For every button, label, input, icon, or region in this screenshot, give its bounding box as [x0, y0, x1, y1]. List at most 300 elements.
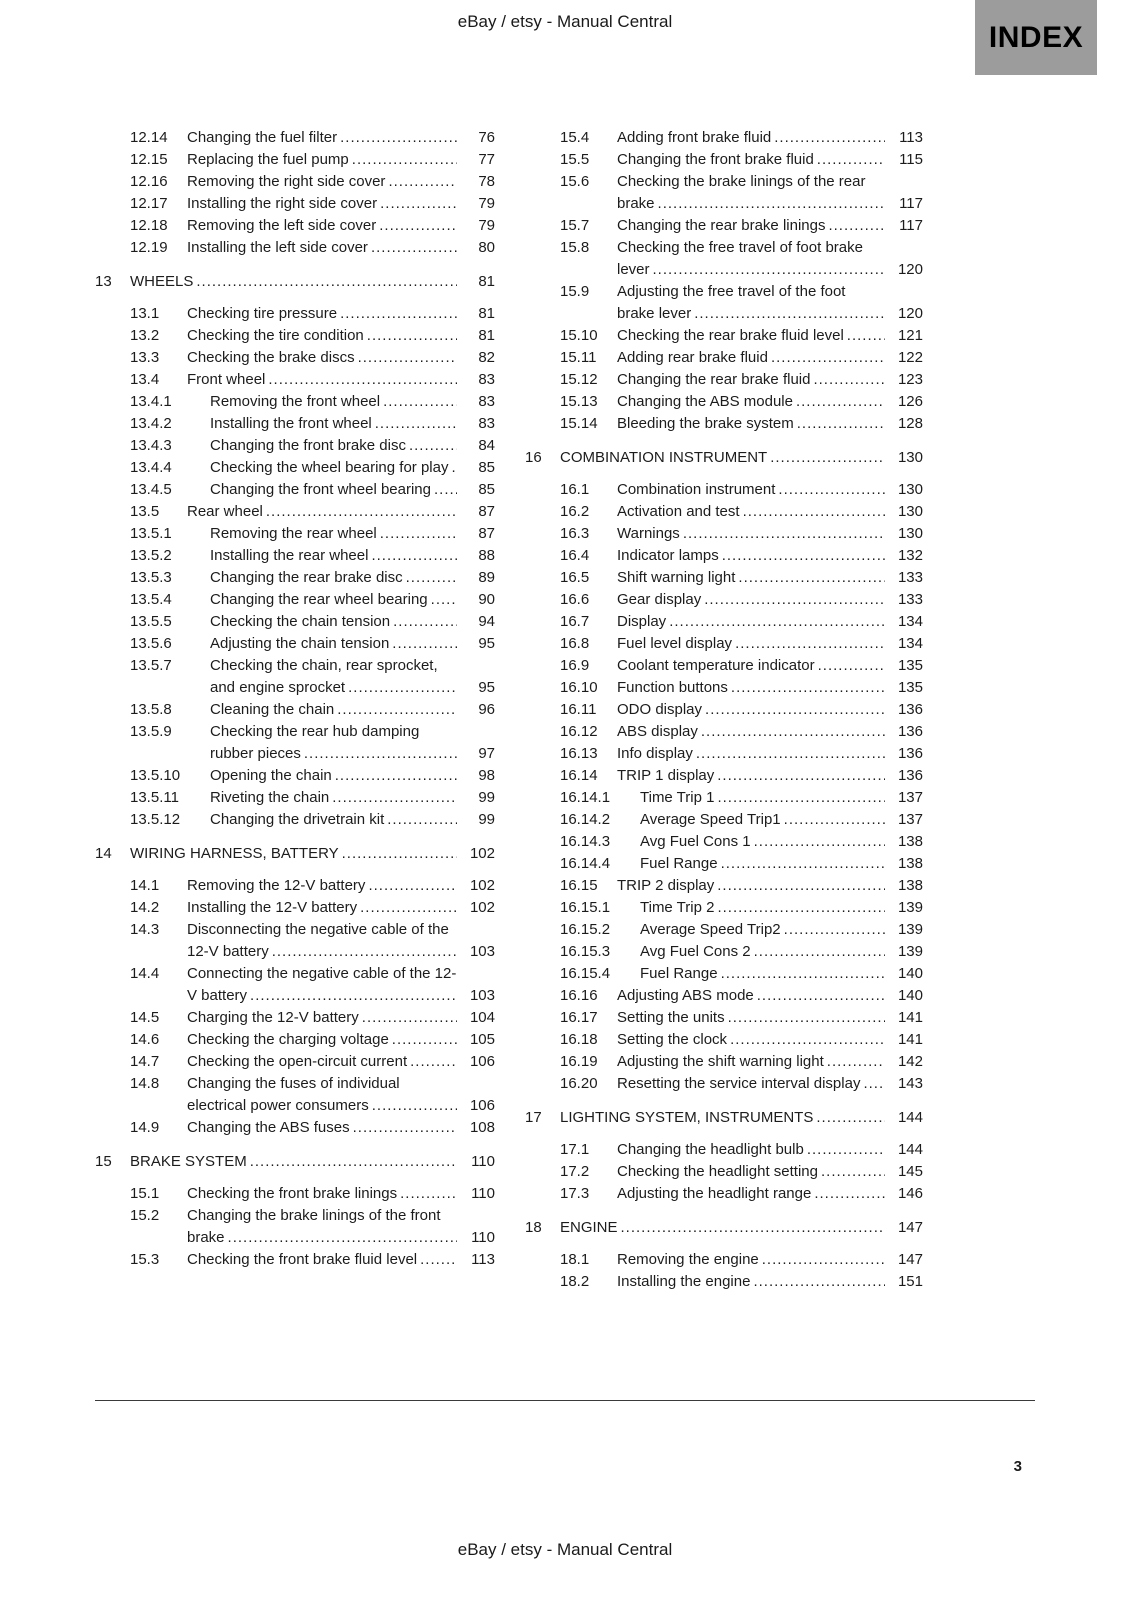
toc-entry-page: 82	[478, 349, 495, 366]
toc-entry-page: 126	[897, 393, 923, 410]
toc-entry-title: Adjusting ABS mode .....	[617, 985, 885, 1007]
toc-entry-number: 12.14	[130, 129, 168, 146]
toc-entry-title: Changing the front brake fluid .....	[617, 149, 885, 171]
toc-entry-number: 15.2	[130, 1207, 160, 1224]
toc-entry	[525, 1007, 923, 1029]
toc-entry	[95, 699, 495, 721]
toc-entry-number: 13.4	[130, 371, 160, 388]
toc-entry	[95, 875, 495, 897]
toc-entry	[95, 611, 495, 633]
toc-entry-title: Checking the rear brake fluid level .....	[617, 325, 885, 347]
toc-entry-number: 16.11	[560, 701, 597, 718]
toc-entry-title: Disconnecting the negative cable of the 12-V battery .....	[187, 919, 457, 963]
toc-entry	[95, 633, 495, 655]
toc-entry-title: Installing the right side cover .....	[187, 193, 457, 215]
toc-entry-page: 138	[897, 877, 923, 894]
toc-entry-number: 13.5.12	[130, 811, 181, 828]
toc-entry-page: 144	[897, 1141, 923, 1158]
toc-entry-number: 13.5.3	[130, 569, 172, 586]
toc-entry-title: Display .....	[617, 611, 885, 633]
toc-entry-title: Checking the brake discs .....	[187, 347, 457, 369]
toc-entry-page: 79	[478, 217, 495, 234]
toc-entry-page: 98	[478, 767, 495, 784]
toc-entry-page: 141	[897, 1031, 923, 1048]
toc-entry-title: Warnings .....	[617, 523, 885, 545]
toc-entry	[95, 809, 495, 831]
toc-entry-title: Front wheel .....	[187, 369, 457, 391]
toc-entry	[95, 919, 495, 963]
toc-entry-number: 13.5.6	[130, 635, 172, 652]
toc-entry-number: 16.14.4	[560, 855, 611, 872]
toc-entry-page: 87	[478, 525, 495, 542]
toc-entry-title: Avg Fuel Cons 1 .....	[640, 831, 885, 853]
toc-entry	[525, 215, 923, 237]
toc-entry-number: 13.5.5	[130, 613, 172, 630]
toc-entry	[95, 787, 495, 809]
toc-entry-title: Connecting the negative cable of the 12-V battery .....	[187, 963, 457, 1007]
toc-entry-number: 16.14	[560, 767, 598, 784]
toc-entry-number: 14.9	[130, 1119, 160, 1136]
toc-entry-title: Gear display .....	[617, 589, 885, 611]
toc-entry-page: 108	[469, 1119, 495, 1136]
toc-entry-number: 15.14	[560, 415, 598, 432]
toc-entry-number: 16.3	[560, 525, 590, 542]
toc-entry-page: 133	[897, 591, 923, 608]
toc-entry-title: Installing the rear wheel .....	[210, 545, 457, 567]
toc-entry-page: 142	[897, 1053, 923, 1070]
index-tab: INDEX	[975, 0, 1097, 75]
toc-entry-number: 16.4	[560, 547, 590, 564]
toc-entry-title: Resetting the service interval display .....	[617, 1073, 885, 1095]
toc-entry-page: 151	[897, 1273, 923, 1290]
toc-entry	[525, 237, 923, 281]
toc-entry-number: 15.1	[130, 1185, 160, 1202]
toc-entry-page: 76	[478, 129, 495, 146]
toc-entry-number: 14.3	[130, 921, 160, 938]
toc-entry-title: Checking the free travel of foot brake lever .....	[617, 237, 885, 281]
toc-entry-title: Removing the right side cover .....	[187, 171, 457, 193]
toc-entry-number: 15.5	[560, 151, 590, 168]
toc-entry	[95, 171, 495, 193]
toc-entry-number: 16.19	[560, 1053, 598, 1070]
toc-entry	[525, 369, 923, 391]
toc-entry	[95, 303, 495, 325]
toc-entry-title: Indicator lamps .....	[617, 545, 885, 567]
toc-entry-number: 16.7	[560, 613, 590, 630]
toc-entry	[525, 633, 923, 655]
toc-entry-page: 139	[897, 899, 923, 916]
toc-entry-number: 16.2	[560, 503, 590, 520]
toc-entry	[525, 413, 923, 435]
toc-entry-page: 99	[478, 811, 495, 828]
toc-entry	[525, 347, 923, 369]
toc-entry-page: 137	[897, 811, 923, 828]
toc-entry-page: 136	[897, 767, 923, 784]
toc-entry	[525, 1073, 923, 1095]
toc-entry-number: 18.1	[560, 1251, 590, 1268]
toc-entry-number: 13.4.3	[130, 437, 172, 454]
toc-entry-title: Changing the ABS fuses .....	[187, 1117, 457, 1139]
toc-entry-number: 16.15.4	[560, 965, 611, 982]
toc-entry-number: 16.14.2	[560, 811, 611, 828]
toc-entry-number: 14.5	[130, 1009, 160, 1026]
toc-entry-title: Adjusting the shift warning light .....	[617, 1051, 885, 1073]
toc-entry-number: 14.2	[130, 899, 160, 916]
toc-entry	[525, 1029, 923, 1051]
toc-entry-page: 136	[897, 723, 923, 740]
toc-entry-number: 14.1	[130, 877, 160, 894]
toc-entry-page: 113	[899, 129, 923, 146]
toc-entry-page: 95	[478, 635, 495, 652]
toc-entry	[525, 501, 923, 523]
toc-entry-page: 83	[478, 415, 495, 432]
toc-entry-title: Fuel Range .....	[640, 963, 885, 985]
toc-entry-number: 16.15	[560, 877, 598, 894]
toc-entry-number: 16.1	[560, 481, 590, 498]
toc-entry	[95, 1051, 495, 1073]
toc-entry	[95, 215, 495, 237]
toc-entry-title: Bleeding the brake system .....	[617, 413, 885, 435]
toc-entry-page: 104	[469, 1009, 495, 1026]
toc-entry-number: 17.3	[560, 1185, 590, 1202]
toc-entry	[525, 611, 923, 633]
toc-entry-title: Avg Fuel Cons 2 .....	[640, 941, 885, 963]
toc-entry-page: 96	[478, 701, 495, 718]
toc-entry	[95, 1029, 495, 1051]
toc-entry	[525, 1107, 923, 1129]
toc-entry-number: 16.9	[560, 657, 590, 674]
toc-entry-title: Changing the rear brake disc .....	[210, 567, 457, 589]
toc-entry	[525, 589, 923, 611]
toc-entry-title: Changing the brake linings of the front brake .....	[187, 1205, 457, 1249]
toc-entry	[95, 1249, 495, 1271]
toc-entry-number: 13.5.11	[130, 789, 179, 806]
toc-entry-title: WIRING HARNESS, BATTERY .....	[130, 843, 457, 865]
toc-entry-page: 106	[469, 1097, 495, 1114]
toc-entry-page: 136	[897, 701, 923, 718]
toc-entry-page: 144	[897, 1109, 923, 1126]
toc-entry-number: 14.8	[130, 1075, 160, 1092]
toc-entry	[525, 853, 923, 875]
toc-entry	[525, 655, 923, 677]
toc-entry	[95, 435, 495, 457]
toc-entry-page: 130	[897, 481, 923, 498]
toc-entry-number: 16.17	[560, 1009, 598, 1026]
toc-entry	[525, 1249, 923, 1271]
toc-entry-title: Changing the front brake disc .....	[210, 435, 457, 457]
toc-entry	[525, 721, 923, 743]
toc-entry	[525, 325, 923, 347]
toc-entry-number: 14	[95, 845, 112, 862]
page-number: 3	[1013, 1458, 1022, 1475]
toc-entry-number: 15.7	[560, 217, 590, 234]
toc-entry-number: 12.16	[130, 173, 168, 190]
toc-entry-number: 16.15.3	[560, 943, 611, 960]
toc-entry-number: 15.6	[560, 173, 590, 190]
toc-entry-page: 134	[897, 635, 923, 652]
toc-entry-page: 83	[478, 393, 495, 410]
toc-entry-page: 81	[478, 305, 495, 322]
toc-entry-number: 13.5.10	[130, 767, 181, 784]
toc-entry	[525, 1161, 923, 1183]
toc-entry-page: 77	[478, 151, 495, 168]
toc-entry-title: COMBINATION INSTRUMENT .....	[560, 447, 885, 469]
toc-entry-title: Replacing the fuel pump .....	[187, 149, 457, 171]
toc-entry-page: 87	[478, 503, 495, 520]
toc-entry-number: 13.5.4	[130, 591, 172, 608]
toc-entry-title: Checking the front brake linings .....	[187, 1183, 457, 1205]
toc-entry-page: 140	[897, 987, 923, 1004]
toc-entry	[525, 1139, 923, 1161]
toc-entry-page: 102	[469, 899, 495, 916]
toc-entry	[95, 1151, 495, 1173]
toc-entry-page: 110	[471, 1153, 495, 1170]
toc-entry-title: Changing the rear brake linings .....	[617, 215, 885, 237]
toc-entry	[525, 897, 923, 919]
toc-entry-number: 16.8	[560, 635, 590, 652]
toc-entry	[95, 347, 495, 369]
toc-entry-title: Checking the headlight setting .....	[617, 1161, 885, 1183]
toc-entry-number: 15.3	[130, 1251, 160, 1268]
toc-entry-title: Adding rear brake fluid .....	[617, 347, 885, 369]
toc-entry-page: 130	[897, 503, 923, 520]
toc-entry-title: Checking the wheel bearing for play .....	[210, 457, 457, 479]
toc-entry	[95, 1117, 495, 1139]
toc-entry	[525, 567, 923, 589]
toc-entry	[95, 655, 495, 699]
toc-entry-title: Installing the front wheel .....	[210, 413, 457, 435]
toc-entry	[95, 567, 495, 589]
toc-entry-title: Installing the engine .....	[617, 1271, 885, 1293]
toc-entry-number: 15.4	[560, 129, 590, 146]
toc-entry-title: ABS display .....	[617, 721, 885, 743]
toc-entry-title: Changing the headlight bulb .....	[617, 1139, 885, 1161]
toc-entry-number: 16.18	[560, 1031, 598, 1048]
toc-entry-title: Changing the fuses of individual electrical power consumers .....	[187, 1073, 457, 1117]
toc-entry-number: 16.6	[560, 591, 590, 608]
toc-entry-title: Installing the left side cover .....	[187, 237, 457, 259]
toc-entry-number: 16.13	[560, 745, 598, 762]
toc-entry-page: 139	[897, 921, 923, 938]
toc-entry	[95, 765, 495, 787]
toc-entry-page: 135	[897, 679, 923, 696]
toc-entry-title: Changing the rear wheel bearing .....	[210, 589, 457, 611]
toc-entry-number: 15.13	[560, 393, 598, 410]
toc-entry-title: Removing the engine .....	[617, 1249, 885, 1271]
toc-entry-number: 15.10	[560, 327, 598, 344]
toc-entry-number: 16.14.3	[560, 833, 611, 850]
toc-entry-page: 85	[478, 481, 495, 498]
toc-entry-number: 15.8	[560, 239, 590, 256]
toc-entry-title: Adjusting the free travel of the foot brake lever .....	[617, 281, 885, 325]
footer-divider	[95, 1400, 1035, 1401]
toc-entry	[95, 843, 495, 865]
toc-entry-number: 16	[525, 449, 542, 466]
toc-entry	[95, 963, 495, 1007]
toc-entry-page: 115	[899, 151, 923, 168]
toc-entry-page: 146	[897, 1185, 923, 1202]
toc-entry-title: WHEELS .....	[130, 271, 457, 293]
toc-entry-number: 15.12	[560, 371, 598, 388]
header-title: eBay / etsy - Manual Central	[457, 12, 673, 31]
toc-entry-title: Checking the rear hub damping rubber pieces .....	[210, 721, 457, 765]
toc-entry-title: Shift warning light .....	[617, 567, 885, 589]
toc-entry-number: 18.2	[560, 1273, 590, 1290]
toc-entry	[525, 1183, 923, 1205]
toc-entry	[95, 1183, 495, 1205]
toc-entry-page: 122	[897, 349, 923, 366]
toc-entry-number: 16.15.2	[560, 921, 611, 938]
toc-entry-number: 15	[95, 1153, 112, 1170]
toc-entry-title: Checking the brake linings of the rear brake .....	[617, 171, 885, 215]
toc-entry-title: Fuel level display .....	[617, 633, 885, 655]
toc-entry-title: Removing the 12-V battery .....	[187, 875, 457, 897]
toc-entry-number: 16.10	[560, 679, 598, 696]
toc-entry-page: 79	[478, 195, 495, 212]
toc-entry-page: 94	[478, 613, 495, 630]
toc-entry-page: 90	[478, 591, 495, 608]
toc-entry	[95, 721, 495, 765]
toc-entry	[95, 413, 495, 435]
toc-entry-page: 135	[897, 657, 923, 674]
toc-entry-page: 83	[478, 371, 495, 388]
toc-entry	[95, 1007, 495, 1029]
toc-entry	[525, 479, 923, 501]
toc-entry	[525, 919, 923, 941]
toc-entry-title: TRIP 1 display .....	[617, 765, 885, 787]
toc-entry-number: 13.2	[130, 327, 160, 344]
toc-entry-page: 102	[469, 845, 495, 862]
toc-entry-title: Info display .....	[617, 743, 885, 765]
toc-entry-title: ODO display .....	[617, 699, 885, 721]
toc-entry-page: 81	[478, 273, 495, 290]
toc-entry	[95, 501, 495, 523]
toc-entry	[95, 369, 495, 391]
toc-entry-number: 17	[525, 1109, 542, 1126]
toc-entry-number: 14.4	[130, 965, 160, 982]
toc-entry-title: Changing the drivetrain kit .....	[210, 809, 457, 831]
toc-entry	[95, 457, 495, 479]
toc-entry-title: Opening the chain .....	[210, 765, 457, 787]
toc-entry-title: Activation and test .....	[617, 501, 885, 523]
toc-entry-title: Checking the charging voltage .....	[187, 1029, 457, 1051]
toc-entry-page: 123	[897, 371, 923, 388]
toc-entry-page: 145	[897, 1163, 923, 1180]
toc-entry-page: 136	[897, 745, 923, 762]
toc-entry	[525, 985, 923, 1007]
toc-entry	[525, 941, 923, 963]
toc-entry-title: Checking the tire condition .....	[187, 325, 457, 347]
toc-entry-number: 12.19	[130, 239, 168, 256]
toc-entry	[525, 149, 923, 171]
toc-entry-page: 128	[897, 415, 923, 432]
toc-entry-page: 130	[897, 449, 923, 466]
toc-entry-page: 85	[478, 459, 495, 476]
toc-entry-number: 13.1	[130, 305, 160, 322]
toc-entry-page: 134	[897, 613, 923, 630]
toc-entry-page: 138	[897, 833, 923, 850]
toc-entry-number: 13.5.1	[130, 525, 172, 542]
toc-entry-page: 99	[478, 789, 495, 806]
toc-entry-page: 84	[478, 437, 495, 454]
toc-entry-number: 13.3	[130, 349, 160, 366]
toc-entry	[95, 325, 495, 347]
toc-entry-number: 13.5.8	[130, 701, 172, 718]
toc-entry-page: 103	[469, 987, 495, 1004]
toc-entry-number: 18	[525, 1219, 542, 1236]
toc-entry-page: 141	[897, 1009, 923, 1026]
toc-entry-page: 121	[897, 327, 923, 344]
toc-entry-title: Average Speed Trip1 .....	[640, 809, 885, 831]
toc-entry-title: Time Trip 2 .....	[640, 897, 885, 919]
toc-entry-title: Setting the units .....	[617, 1007, 885, 1029]
toc-entry-page: 103	[469, 943, 495, 960]
toc-entry	[525, 545, 923, 567]
toc-entry	[95, 127, 495, 149]
toc-entry	[525, 677, 923, 699]
toc-entry	[525, 447, 923, 469]
toc-entry-number: 13.4.5	[130, 481, 172, 498]
toc-entry-page: 110	[471, 1229, 495, 1246]
toc-entry-title: Adding front brake fluid .....	[617, 127, 885, 149]
toc-entry	[95, 149, 495, 171]
toc-entry	[525, 523, 923, 545]
toc-entry-page: 147	[897, 1219, 923, 1236]
toc-left-column	[95, 127, 495, 1271]
toc-entry-number: 14.7	[130, 1053, 160, 1070]
toc-entry-page: 137	[897, 789, 923, 806]
toc-entry-page: 139	[897, 943, 923, 960]
toc-entry	[525, 787, 923, 809]
toc-entry-number: 16.14.1	[560, 789, 611, 806]
toc-entry-title: Rear wheel .....	[187, 501, 457, 523]
toc-entry	[525, 171, 923, 215]
toc-entry	[95, 237, 495, 259]
toc-entry-title: Setting the clock .....	[617, 1029, 885, 1051]
toc-entry-title: Checking tire pressure .....	[187, 303, 457, 325]
toc-entry	[95, 1073, 495, 1117]
toc-entry-title: Checking the chain, rear sprocket, and engine sprocket .....	[210, 655, 457, 699]
toc-entry-page: 132	[897, 547, 923, 564]
toc-entry-number: 13.5.2	[130, 547, 172, 564]
toc-entry-title: Adjusting the headlight range .....	[617, 1183, 885, 1205]
toc-entry-number: 14.6	[130, 1031, 160, 1048]
toc-entry	[95, 271, 495, 293]
toc-entry-page: 88	[478, 547, 495, 564]
toc-entry-number: 13.4.1	[130, 393, 172, 410]
toc-entry-title: Cleaning the chain .....	[210, 699, 457, 721]
toc-entry-page: 81	[478, 327, 495, 344]
toc-entry-title: Checking the open-circuit current .....	[187, 1051, 457, 1073]
toc-entry-number: 16.12	[560, 723, 598, 740]
toc-entry-number: 17.2	[560, 1163, 590, 1180]
toc-entry-page: 120	[897, 305, 923, 322]
toc-entry-page: 78	[478, 173, 495, 190]
toc-entry-title: Changing the ABS module .....	[617, 391, 885, 413]
toc-entry-title: Combination instrument .....	[617, 479, 885, 501]
toc-entry-number: 13	[95, 273, 112, 290]
toc-entry-number: 13.5.9	[130, 723, 172, 740]
toc-entry-page: 138	[897, 855, 923, 872]
toc-entry-title: Adjusting the chain tension .....	[210, 633, 457, 655]
toc-entry	[95, 523, 495, 545]
toc-entry-number: 16.16	[560, 987, 598, 1004]
toc-entry	[525, 831, 923, 853]
toc-entry-number: 17.1	[560, 1141, 590, 1158]
toc-entry-page: 140	[897, 965, 923, 982]
toc-entry-page: 120	[897, 261, 923, 278]
toc-entry-page: 117	[899, 217, 923, 234]
